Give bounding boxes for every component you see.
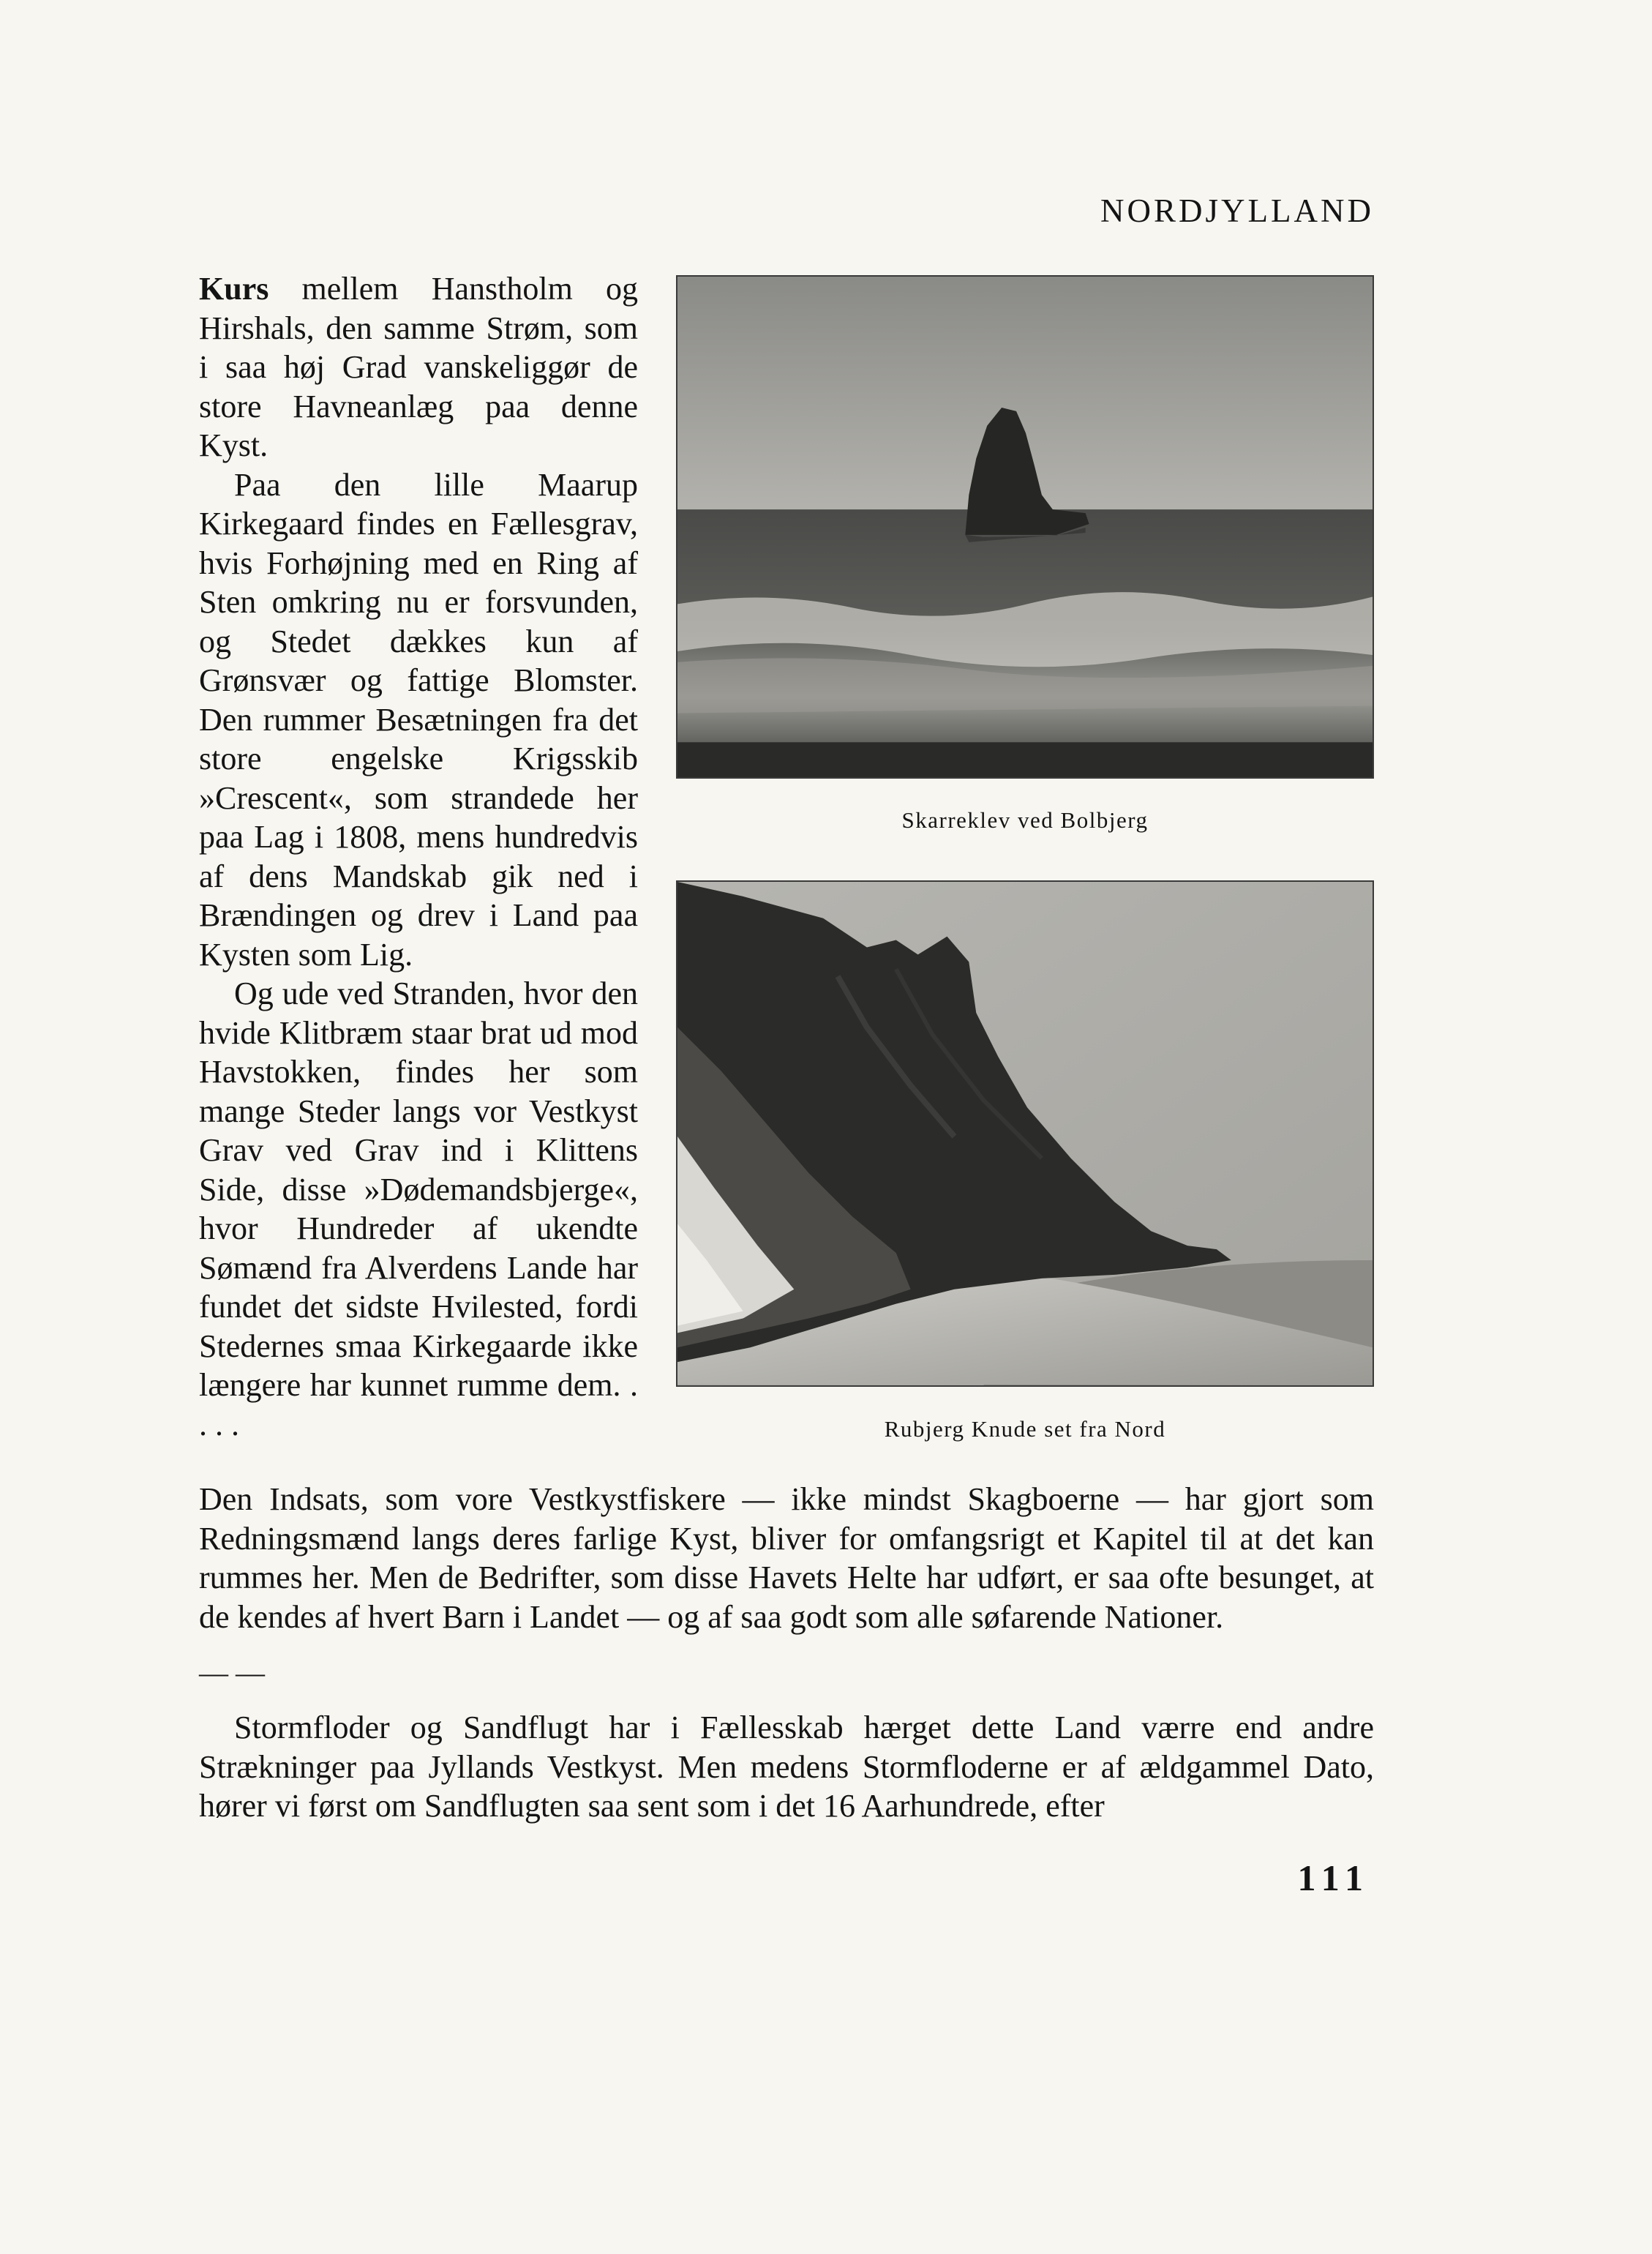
lead-word: Kurs — [199, 271, 269, 307]
paragraph-stormfloder-block — [199, 1708, 1374, 1826]
paragraph-indsats-block — [199, 1480, 1374, 1636]
paragraph-kurs-text: mellem Hanstholm og Hirshals, den samme Strøm, som i saa høj Grad vanskeliggør de store Havneanlæg paa denne Kyst. — [199, 271, 638, 463]
paragraph-kurs — [199, 269, 638, 465]
photo-rubjerg-knude — [676, 880, 1374, 1387]
photo-skarreklev — [676, 275, 1374, 779]
running-head: NORDJYLLAND — [1100, 192, 1374, 229]
section-separator: — — — [199, 1656, 265, 1689]
paragraph-stormfloder: Stormfloder og Sandflugt har i Fællesskab hærget dette Land værre end andre Strækninger paa Jyllands Vestkyst. Men medens Stormfloderne er af ældgammel Dato, hører vi først om Sandflugten saa sent som i det 16 Aarhundrede, efter — [199, 1710, 1374, 1824]
left-text-column — [199, 269, 638, 1444]
page-number: 111 — [1297, 1857, 1370, 1898]
paragraph-maarup: Paa den lille Maarup Kirkegaard findes en Fællesgrav, hvis Forhøjning med en Ring af Sten omkring nu er forsvunden, og Stedet dækkes kun af Grønsvær og fattige Blomster. Den rummer Besætningen fra det store engelske Krigsskib »Crescent«, som strandede her paa Lag i 1808, mens hundredvis af dens Mandskab gik ned i Brændingen og drev i Land paa Kysten som Lig. — [199, 466, 638, 973]
photo-skarreklev-image — [677, 277, 1373, 777]
paragraph-indsats: Den Indsats, som vore Vestkystfiskere — ikke mindst Skagboerne — har gjort som Redningsmænd langs deres farlige Kyst, bliver for omfangsrigt et Kapitel til at det kan rummes her. Men de Bedrifter, som disse Havets Helte har udført, er saa ofte besunget, at de kendes af hvert Barn i Landet — og af saa godt som alle søfarende Nationer. — [199, 1481, 1374, 1635]
caption-skarreklev: Skarreklev ved Bolbjerg — [901, 807, 1149, 833]
photo-rubjerg-knude-image — [677, 882, 1373, 1385]
caption-rubjerg-knude: Rubjerg Knude set fra Nord — [884, 1416, 1166, 1442]
paragraph-stranden: Og ude ved Stranden, hvor den hvide Klitbræm staar brat ud mod Havstokken, findes her som mange Steder langs vor Vestkyst Grav ved Grav ind i Klittens Side, disse »Dødemandsbjerge«, hvor Hundreder af ukendte Sømænd fra Alverdens Lande har fundet det sidste Hvilested, fordi Stedernes smaa Kirkegaarde ikke længere har kunnet rumme dem. . . . . — [199, 976, 638, 1442]
